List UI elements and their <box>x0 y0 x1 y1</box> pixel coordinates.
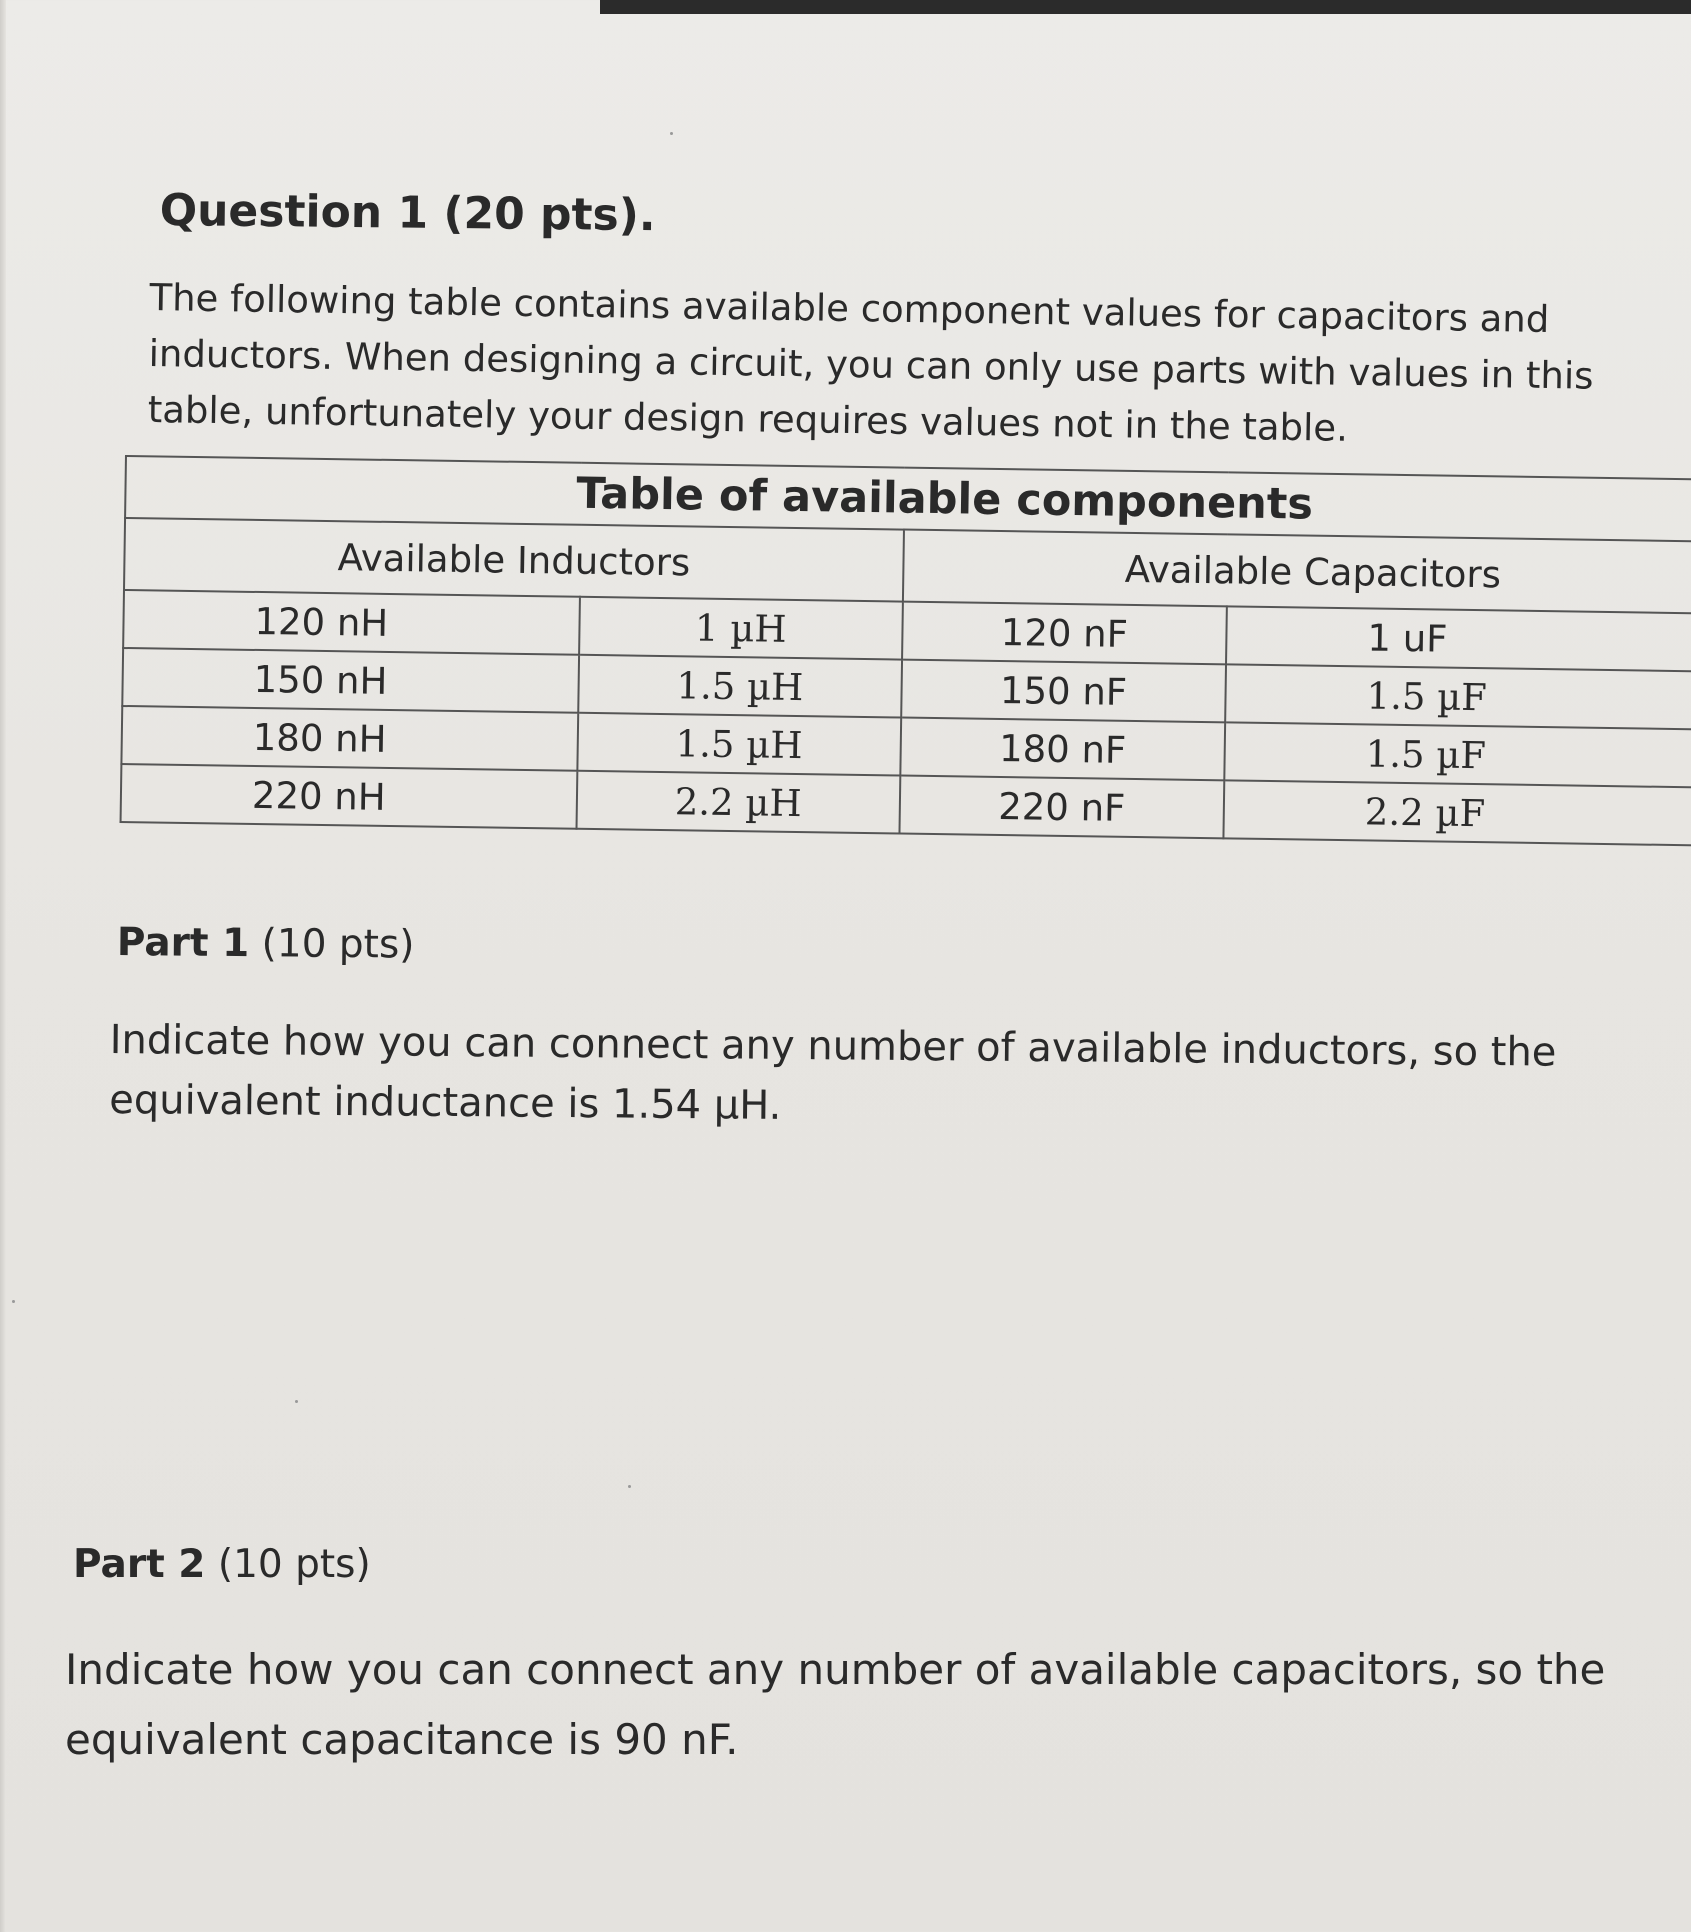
inductor-cell: 220 nH <box>121 764 577 829</box>
part2-points: (10 pts) <box>217 1542 371 1587</box>
paper-speck <box>12 1300 15 1303</box>
question-intro <box>147 270 1594 461</box>
question-title: Question 1 (20 pts). <box>159 185 656 242</box>
part2-label: Part 2 <box>73 1542 206 1587</box>
inductor-cell: 120 nH <box>123 590 579 655</box>
capacitor-cell: 2.2 µF <box>1223 780 1691 845</box>
part2-line: Indicate how you can connect any number of available capacitors, so the <box>65 1645 1606 1694</box>
inductor-cell: 150 nH <box>122 648 578 713</box>
inductor-cell: 1.5 µH <box>578 655 902 718</box>
inductor-cell: 1 µH <box>579 597 903 660</box>
inductor-cell: 2.2 µH <box>576 771 900 834</box>
part1-points: (10 pts) <box>261 921 415 968</box>
paper-speck <box>628 1485 631 1488</box>
intro-line: inductors. When designing a circuit, you can only use parts with values in this <box>148 331 1594 398</box>
capacitors-header: Available Capacitors <box>903 530 1691 614</box>
part1-text <box>109 1010 1557 1143</box>
part1-line: Indicate how you can connect any number of available inductors, so the <box>109 1016 1557 1076</box>
intro-line: The following table contains available component values for capacitors and <box>149 275 1550 341</box>
part2-line: equivalent capacitance is 90 nF. <box>65 1715 739 1764</box>
intro-line: table, unfortunately your design requires values not in the table. <box>147 387 1349 450</box>
paper-speck <box>670 132 673 135</box>
components-table-wrapper <box>120 455 1691 846</box>
part1-heading <box>117 920 415 968</box>
capacitor-cell: 1.5 µF <box>1225 664 1691 729</box>
inductors-header: Available Inductors <box>124 518 904 602</box>
dark-top-edge <box>600 0 1691 14</box>
capacitor-cell: 1.5 µF <box>1224 722 1691 787</box>
capacitor-cell: 180 nF <box>900 718 1225 781</box>
table-caption: Table of available components <box>125 456 1691 542</box>
inductor-cell: 180 nH <box>121 706 577 771</box>
capacitor-cell: 1 uF <box>1226 606 1691 671</box>
part2-heading <box>73 1542 371 1587</box>
inductor-cell: 1.5 µH <box>577 713 901 776</box>
capacitor-cell: 150 nF <box>901 660 1226 723</box>
part2-text <box>65 1635 1605 1775</box>
part1-line: equivalent inductance is 1.54 µH. <box>109 1076 782 1129</box>
paper-speck <box>295 1400 298 1403</box>
part1-label: Part 1 <box>116 920 250 967</box>
capacitor-cell: 220 nF <box>899 776 1224 839</box>
capacitor-cell: 120 nF <box>902 602 1227 665</box>
paper-left-edge <box>0 0 6 1932</box>
components-table <box>120 455 1691 847</box>
